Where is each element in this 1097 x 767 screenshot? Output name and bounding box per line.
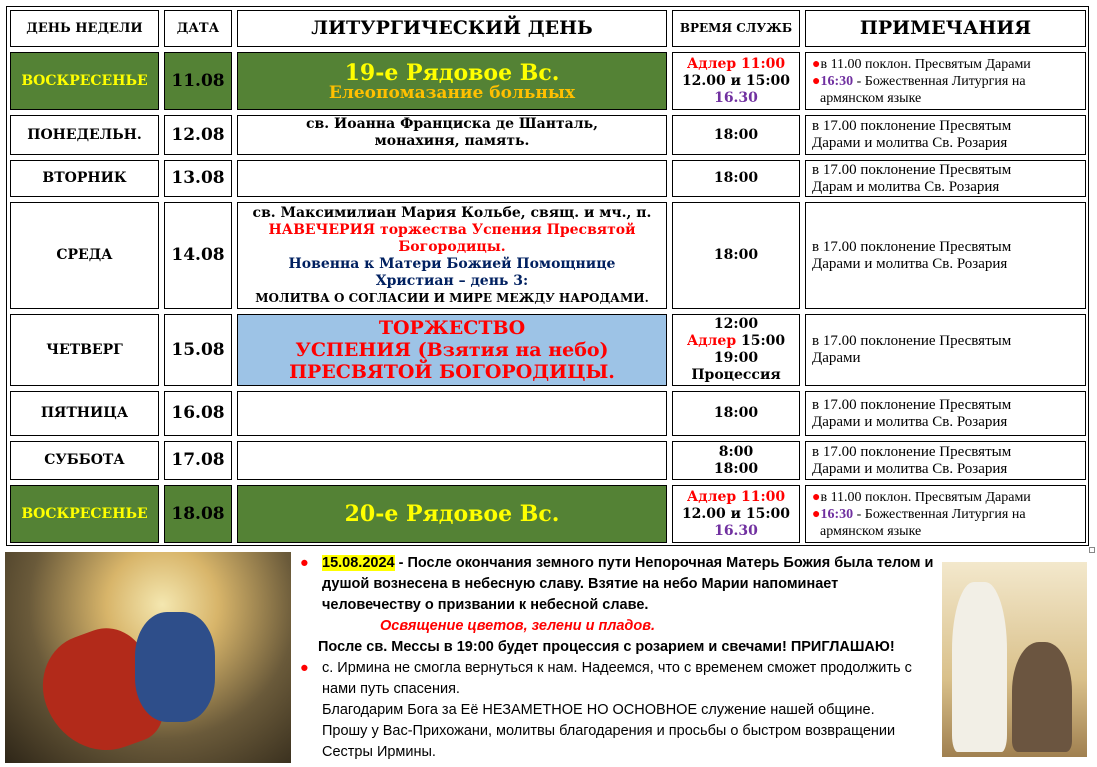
liturgical-title: 20-е Рядовое Вс. <box>237 485 667 543</box>
note: - Божественная Литургия на <box>853 506 1026 522</box>
header-row <box>10 10 1086 47</box>
liturgical-text: Богородицы. <box>398 238 506 255</box>
table-row <box>10 160 1086 197</box>
table-row <box>10 314 1086 386</box>
notes-cell <box>805 52 1086 110</box>
liturgical-cell <box>237 314 667 386</box>
note: в 17.00 поклонение Пресвятым <box>812 238 1012 255</box>
day-cell: СУББОТА <box>10 441 159 480</box>
liturgical-text: монахиня, память. <box>374 133 530 149</box>
time: 19:00 <box>713 350 759 366</box>
table-row <box>10 391 1086 436</box>
announcement-2 <box>300 658 940 700</box>
procession-note: После св. Мессы в 19:00 будет процессия с розарием и свечами! ПРИГЛАШАЮ! <box>318 639 895 655</box>
liturgical-cell <box>237 115 667 155</box>
liturgical-title: 19-е Рядовое Вс. <box>344 59 560 86</box>
liturgical-text: св. Максимилиан Мария Кольбе, свящ. и мч., п. <box>252 204 652 221</box>
note: в 17.00 поклонение Пресвятым <box>812 443 1012 460</box>
bullet-icon: ● <box>812 56 821 72</box>
table-row <box>10 441 1086 480</box>
bullet-icon: ● <box>812 506 821 522</box>
notes-cell <box>805 485 1086 543</box>
note: в 17.00 поклонение Пресвятым <box>812 333 1012 349</box>
notes-cell <box>805 391 1086 436</box>
note: армянском языке <box>820 90 922 106</box>
liturgical-cell <box>237 441 667 480</box>
liturgical-cell <box>237 52 667 110</box>
bullet-icon: ● <box>812 489 821 505</box>
note: - Божественная Литургия на <box>853 73 1026 89</box>
note: Дарами и молитва Св. Розария <box>812 135 1008 151</box>
time-cell: 18:00 <box>672 160 800 197</box>
time: Адлер 11:00 <box>686 55 786 72</box>
time-cell: 18:00 <box>672 115 800 155</box>
note-time: 16:30 <box>820 73 854 89</box>
day-cell: ВОСКРЕСЕНЬЕ <box>10 52 159 110</box>
bullet-icon: ● <box>812 73 821 89</box>
blessing-note: Освящение цветов, зелени и пладов. <box>380 618 656 634</box>
schedule-table <box>5 5 1091 548</box>
announcement-text: с. Ирмина не смогла вернуться к нам. Надеемся, что с временем сможет продолжить с нами путь спасения. <box>322 660 912 697</box>
note: Дарами и молитва Св. Розария <box>812 460 1008 477</box>
time: Адлер 11:00 <box>686 488 786 505</box>
time: 18:00 <box>713 460 759 477</box>
notes-cell <box>805 160 1086 197</box>
liturgical-cell <box>237 160 667 197</box>
time: 8:00 <box>718 443 754 460</box>
liturgical-text: УСПЕНИЯ (Взятия на небо) <box>295 339 609 361</box>
day-cell: ПЯТНИЦА <box>10 391 159 436</box>
time-cell: 18:00 <box>672 391 800 436</box>
date-cell: 16.08 <box>164 391 232 436</box>
note: Дарами и молитва Св. Розария <box>812 255 1008 272</box>
liturgical-cell <box>237 391 667 436</box>
time: 15:00 <box>736 333 786 349</box>
time: 12.00 и 15:00 <box>681 505 791 522</box>
day-cell: ЧЕТВЕРГ <box>10 314 159 386</box>
header-time: ВРЕМЯ СЛУЖБ <box>672 10 800 47</box>
day-cell: ВОСКРЕСЕНЬЕ <box>10 485 159 543</box>
time: 12:00 <box>713 316 759 332</box>
liturgical-text: МОЛИТВА О СОГЛАСИИ И МИРЕ МЕЖДУ НАРОДАМИ. <box>255 290 649 305</box>
date-cell: 15.08 <box>164 314 232 386</box>
header-date: ДАТА <box>164 10 232 47</box>
table-row <box>10 52 1086 110</box>
date-cell: 11.08 <box>164 52 232 110</box>
note: Дарам и молитва Св. Розария <box>812 178 1000 195</box>
time-cell <box>672 314 800 386</box>
notes-cell <box>805 115 1086 155</box>
note: в 11.00 поклон. Пресвятым Дарами <box>820 489 1031 505</box>
liturgical-text: Новенна к Матери Божией Помощнице <box>288 255 616 272</box>
liturgical-subtitle: Елеопомазание больных <box>328 82 576 103</box>
liturgical-text: Христиан – день 3: <box>375 272 529 289</box>
note: в 11.00 поклон. Пресвятым Дарами <box>820 56 1031 72</box>
note: Дарами и молитва Св. Розария <box>812 413 1008 430</box>
bullet-icon: ● <box>300 660 309 676</box>
bullet-icon: ● <box>300 555 309 571</box>
note: Дарами <box>812 350 861 366</box>
date-cell: 17.08 <box>164 441 232 480</box>
date-cell: 18.08 <box>164 485 232 543</box>
time-cell: 18:00 <box>672 202 800 309</box>
announcement-date: 15.08.2024 <box>322 555 395 571</box>
note: в 17.00 поклонение Пресвятым <box>812 118 1012 134</box>
resize-handle[interactable] <box>1089 547 1095 553</box>
time: 16.30 <box>714 522 758 539</box>
table-row <box>10 202 1086 309</box>
announcement-text: Благодарим Бога за Её НЕЗАМЕТНОЕ НО ОСНОВНОЕ служение нашей общине. <box>322 702 875 718</box>
announcement-text: Прошу у Вас-Прихожани, молитвы благодарения и просьбы о быстром возвращении Сестры Ирмины. <box>322 723 896 760</box>
table-row <box>10 485 1086 543</box>
time-label: Адлер <box>686 333 737 349</box>
time-cell <box>672 485 800 543</box>
time: Процессия <box>691 367 781 383</box>
day-cell: ВТОРНИК <box>10 160 159 197</box>
time-cell <box>672 441 800 480</box>
date-cell: 12.08 <box>164 115 232 155</box>
note: в 17.00 поклонение Пресвятым <box>812 161 1012 178</box>
liturgical-text: ТОРЖЕСТВО <box>378 317 526 339</box>
saint-icon-image <box>942 562 1087 757</box>
table-row <box>10 115 1086 155</box>
time-cell <box>672 52 800 110</box>
note-time: 16:30 <box>820 506 854 522</box>
date-cell: 13.08 <box>164 160 232 197</box>
day-cell: ПОНЕДЕЛЬН. <box>10 115 159 155</box>
note: в 17.00 поклонение Пресвятым <box>812 396 1012 413</box>
announcement-text: - После окончания земного пути Непорочная Матерь Божия была телом и душой вознесена в небесную славу. Взятие на небо Марии напоминает человечеству о призвании к небесной славе. <box>322 555 934 613</box>
announcement-1 <box>300 553 940 616</box>
notes-cell <box>805 314 1086 386</box>
announcements <box>300 553 940 763</box>
assumption-painting <box>5 552 291 763</box>
note: армянском языке <box>820 523 922 539</box>
header-notes: ПРИМЕЧАНИЯ <box>805 10 1086 47</box>
liturgical-text: св. Иоанна Франциска де Шанталь, <box>306 116 598 132</box>
notes-cell <box>805 202 1086 309</box>
notes-cell <box>805 441 1086 480</box>
time: 16.30 <box>714 89 758 106</box>
liturgical-cell <box>237 202 667 309</box>
liturgical-text: ПРЕСВЯТОЙ БОГОРОДИЦЫ. <box>289 361 615 383</box>
day-cell: СРЕДА <box>10 202 159 309</box>
liturgical-text: НАВЕЧЕРИЯ торжества Успения Пресвятой <box>268 221 636 238</box>
header-day: ДЕНЬ НЕДЕЛИ <box>10 10 159 47</box>
header-liturgical: ЛИТУРГИЧЕСКИЙ ДЕНЬ <box>237 10 667 47</box>
time: 12.00 и 15:00 <box>681 72 791 89</box>
date-cell: 14.08 <box>164 202 232 309</box>
